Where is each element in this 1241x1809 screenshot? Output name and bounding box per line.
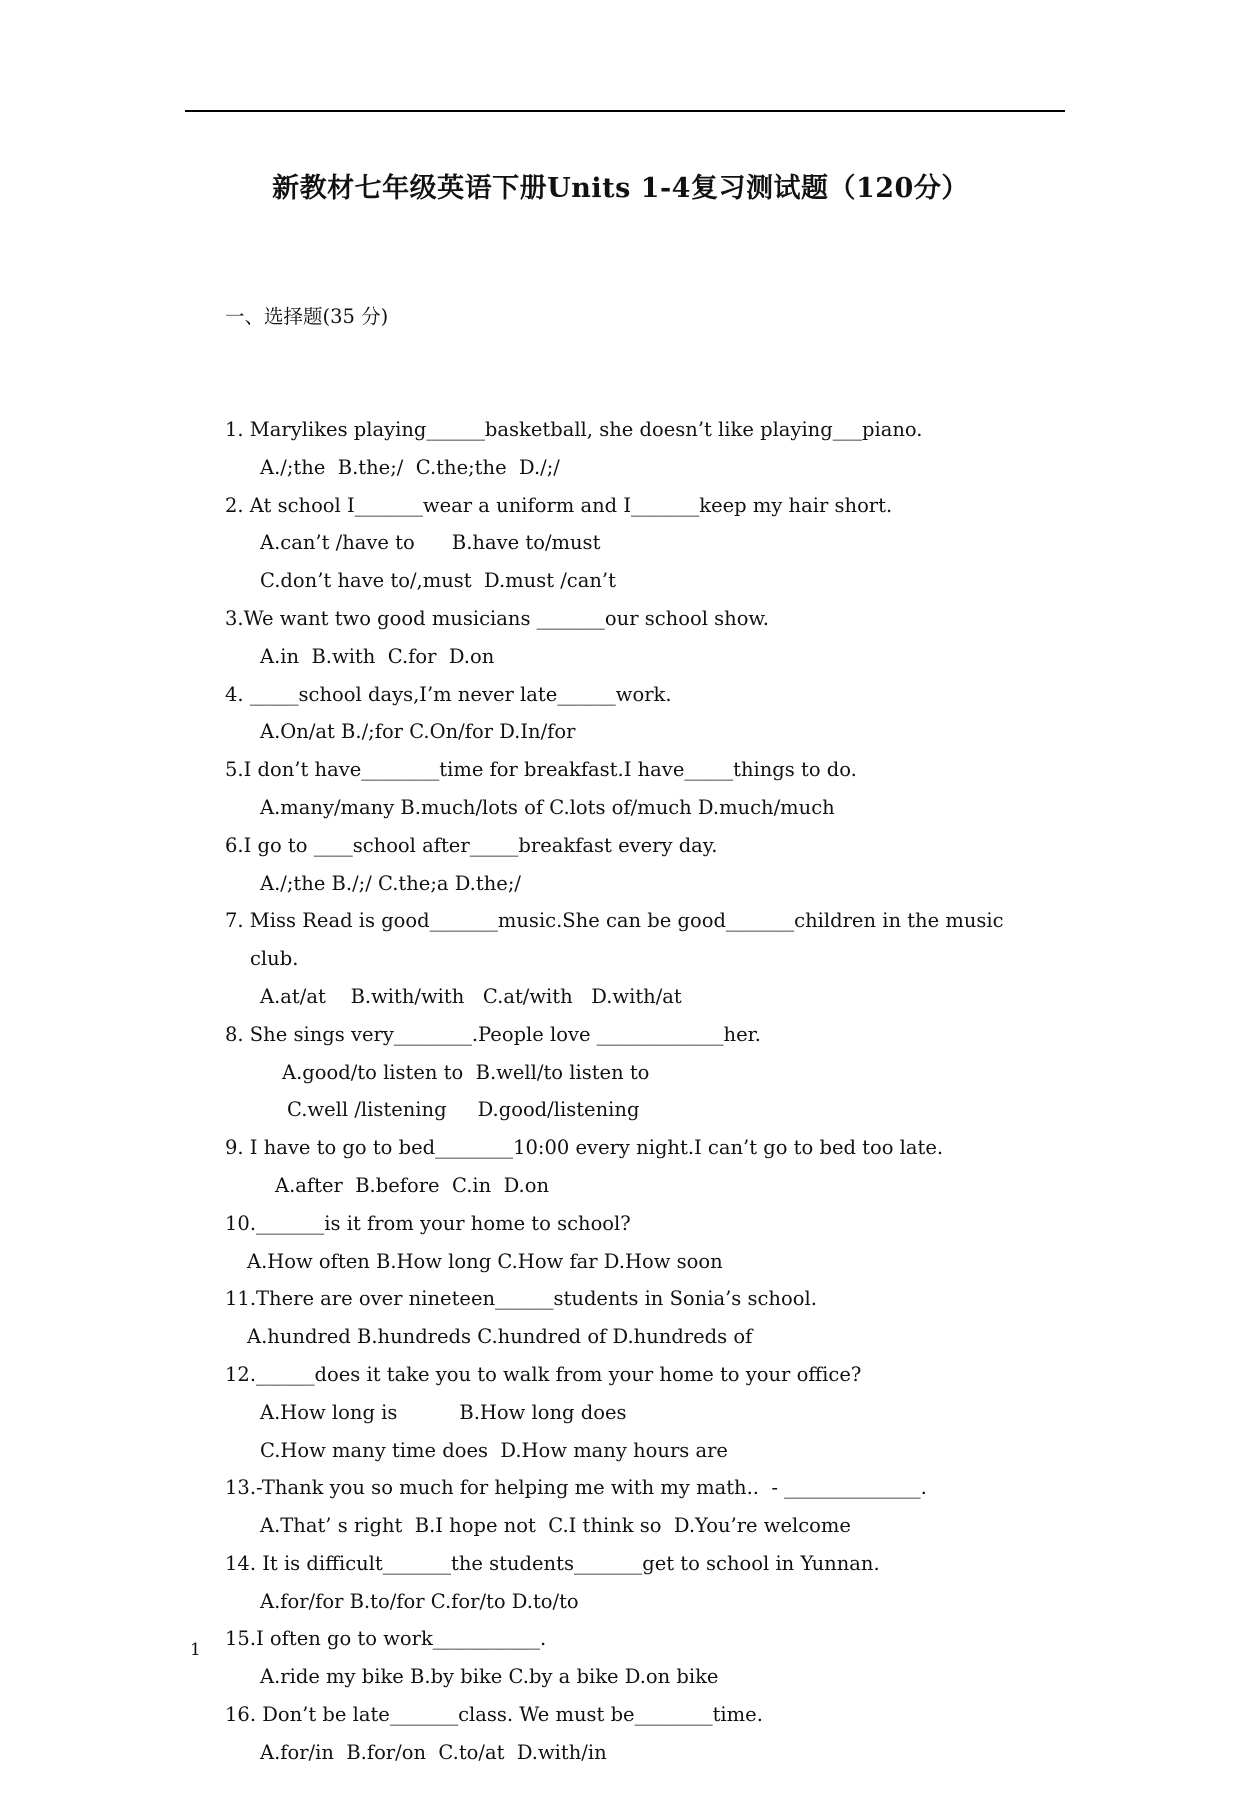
question-stem: 1. Marylikes playing______basketball, she doesn’t like playing___piano. [225,417,923,441]
question-stem: 8. She sings very________.People love _____________her. [225,1022,761,1046]
answer-options: A.in B.with C.for D.on [260,644,495,668]
question-stem: 16. Don’t be late_______class. We must be________time. [225,1703,763,1727]
answer-options: A.for/in B.for/on C.to/at D.with/in [260,1740,607,1764]
answer-options: A.good/to listen to B.well/to listen to [282,1060,650,1084]
answer-options: A./;the B./;/ C.the;a D.the;/ [260,871,521,895]
section-heading: 一、选择题(35 分) [225,304,389,328]
question-stem: 5.I don’t have________time for breakfast.I have_____things to do. [225,758,857,782]
question-stem: 3.We want two good musicians _______our school show. [225,606,770,630]
answer-options: club. [250,947,299,971]
page-number: 1 [190,1640,201,1660]
answer-options: A./;the B.the;/ C.the;the D./;/ [260,455,560,479]
header-rule [185,110,1065,112]
question-stem: 13.-Thank you so much for helping me with my math.. - ______________. [225,1476,927,1500]
question-stem: 9. I have to go to bed________10:00 every night.I can’t go to bed too late. [225,1136,944,1160]
document-title: 新教材七年级英语下册Units 1-4复习测试题（120分） [272,173,969,204]
question-stem: 11.There are over nineteen______students in Sonia’s school. [225,1287,817,1311]
answer-options: A.for/for B.to/for C.for/to D.to/to [260,1589,579,1613]
question-lines [225,411,1065,1772]
question-stem: 2. At school I_______wear a uniform and I_______keep my hair short. [225,493,893,517]
question-stem: 4. _____school days,I’m never late______work. [225,682,672,706]
question-stem: 14. It is difficult_______the students_______get to school in Yunnan. [225,1551,880,1575]
answer-options: A.many/many B.much/lots of C.lots of/much D.much/much [260,795,835,819]
answer-options: C.How many time does D.How many hours are [260,1438,728,1462]
answer-options: A.after B.before C.in D.on [275,1173,550,1197]
question-stem: 10._______is it from your home to school? [225,1211,631,1235]
question-list [225,222,1065,1809]
question-stem: 15.I often go to work___________. [225,1627,547,1651]
answer-options: A.at/at B.with/with C.at/with D.with/at [260,984,682,1008]
answer-options: A.ride my bike B.by bike C.by a bike D.on bike [260,1665,719,1689]
question-stem: 12.______does it take you to walk from your home to your office? [225,1362,862,1386]
answer-options: A.On/at B./;for C.On/for D.In/for [260,720,576,744]
question-stem: 7. Miss Read is good_______music.She can be good_______children in the music [225,909,1004,933]
answer-options: A.can’t /have to B.have to/must [260,531,601,555]
answer-options: C.don’t have to/,must D.must /can’t [260,569,616,593]
answer-options: A.How long is B.How long does [260,1400,627,1424]
answer-options: C.well /listening D.good/listening [287,1098,640,1122]
answer-options: A.How often B.How long C.How far D.How soon [247,1249,723,1273]
answer-options: A.That’ s right B.I hope not C.I think so D.You’re welcome [260,1514,851,1538]
question-stem: 6.I go to ____school after_____breakfast every day. [225,833,718,857]
answer-options: A.hundred B.hundreds C.hundred of D.hundreds of [247,1325,753,1349]
